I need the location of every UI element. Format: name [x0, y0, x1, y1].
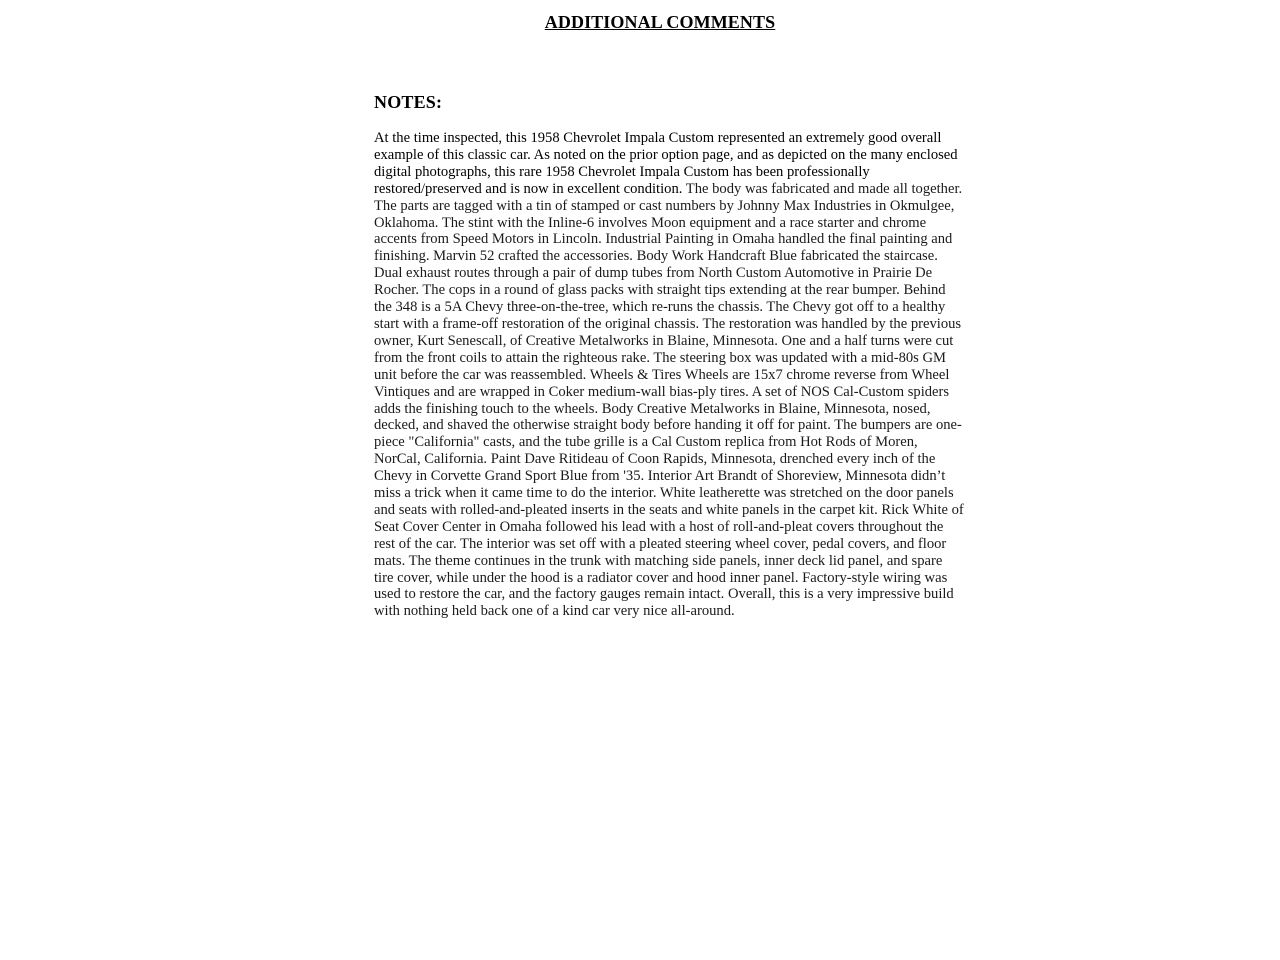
page-title: ADDITIONAL COMMENTS	[544, 12, 776, 32]
notes-paragraph	[374, 130, 964, 620]
notes-heading: NOTES:	[374, 92, 443, 112]
notes-lead-text: At the time inspected, this 1958 Chevrolet Impala Custom represented an extremely good overall example of this classic car. As noted on the prior option page, and as depicted on the many enclosed digital photographs, this rare 1958 Chevrolet Impala Custom has been professionally restored/preserved and is now in excellent condition.	[374, 130, 958, 197]
notes-detail-text: The body was fabricated and made all together. The parts are tagged with a tin of stamped or cast numbers by Johnny Max Industries in Okmulgee, Oklahoma. The stint with the Inline-6 involves Moon equipment and a race starter and chrome accents from Speed Motors in Lincoln. Industrial Painting in Omaha handled the final painting and finishing. Marvin 52 crafted the accessories. Body Work Handcraft Blue fabricated the staircase. Dual exhaust routes through a pair of dump tubes from North Custom Automotive in Prairie De Rocher. The cops in a round of glass packs with straight tips extending at the rear bumper. Behind the 348 is a 5A Chevy three-on-the-tree, which re-runs the chassis. The Chevy got off to a healthy start with a frame-off restoration of the original chassis. The restoration was handled by the previous owner, Kurt Senescall, of Creative Metalworks in Blaine, Minnesota. One and a half turns were cut from the front coils to attain the righteous rake. The steering box was updated with a mid-80s GM unit before the car was reassembled. Wheels & Tires Wheels are 15x7 chrome reverse from Wheel Vintiques and are wrapped in Coker medium-wall bias-ply tires. A set of NOS Cal-Custom spiders adds the finishing touch to the wheels. Body Creative Metalworks in Blaine, Minnesota, nosed, decked, and shaved the otherwise straight body before handing it off for paint. The bumpers are one-piece "California" casts, and the tube grille is a Cal Custom replica from Hot Rods of Moren, NorCal, California. Paint Dave Ritideau of Coon Rapids, Minnesota, drenched every inch of the Chevy in Corvette Grand Sport Blue from '35. Interior Art Brandt of Shoreview, Minnesota didn’t miss a trick when it came time to do the interior. White leatherette was stretched on the door panels and seats with rolled-and-pleated inserts in the seats and white panels in the carpet kit. Rick White of Seat Cover Center in Omaha followed his lead with a host of roll-and-pleat covers throughout the rest of the car. The interior was set off with a pleated steering wheel cover, pedal covers, and floor mats. The theme continues in the trunk with matching side panels, inner deck lid panel, and spare tire cover, while under the hood is a radiator cover and hood inner panel. Factory-style wiring was used to restore the car, and the factory gauges remain intact. Overall, this is a very impressive build with nothing held back one of a kind car very nice all-around.	[374, 180, 964, 620]
